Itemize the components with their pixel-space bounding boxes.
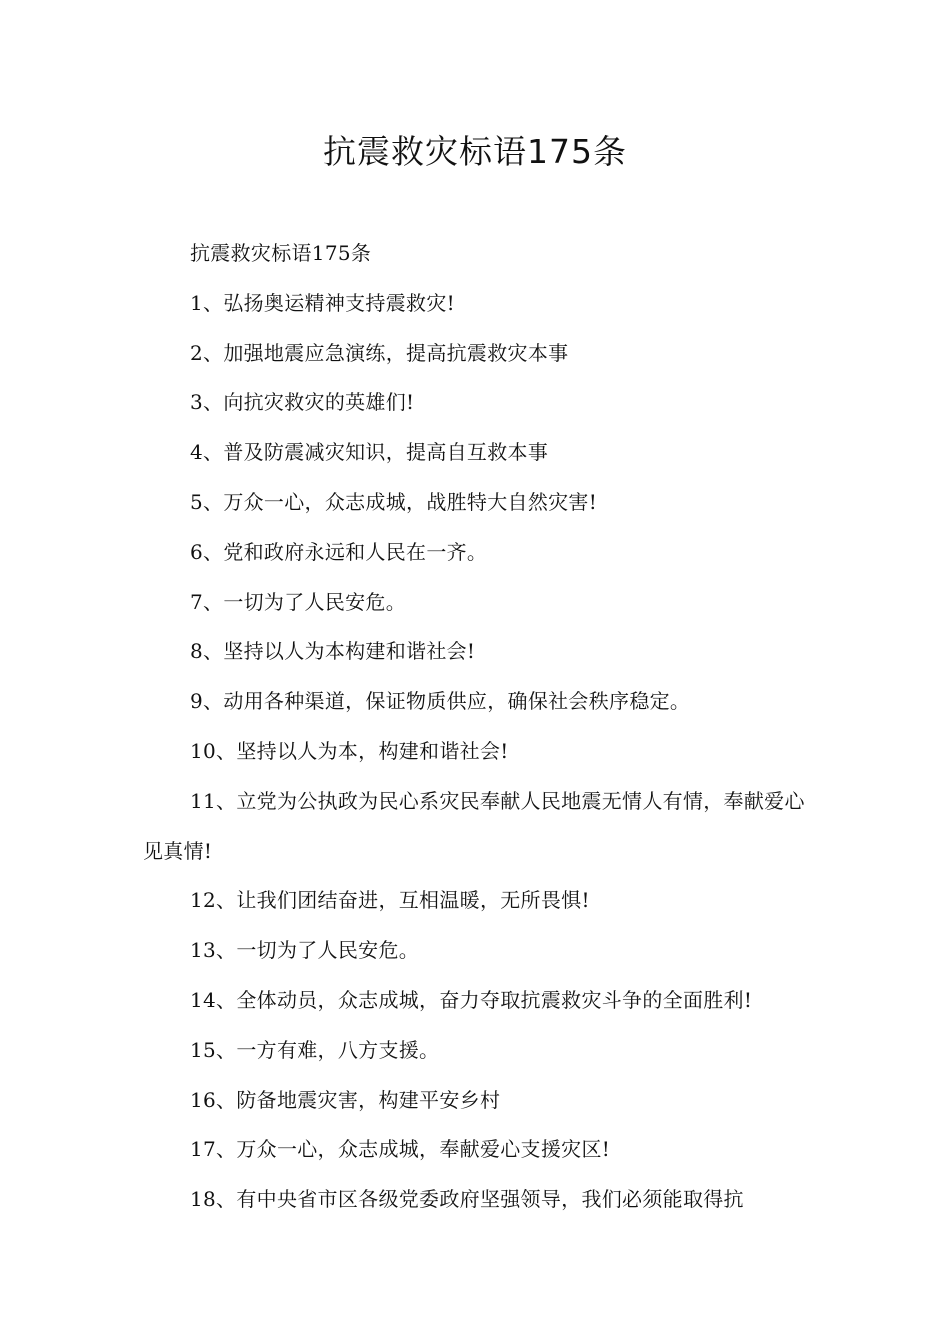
slogan-item: 3、向抗灾救灾的英雄们! xyxy=(190,390,415,415)
slogan-item: 4、普及防震减灾知识，提高自互救本事 xyxy=(190,440,549,465)
slogan-item: 9、动用各种渠道，保证物质供应，确保社会秩序稳定。 xyxy=(190,689,691,714)
slogan-item: 10、坚持以人为本，构建和谐社会! xyxy=(190,738,509,763)
slogan-item: 14、全体动员，众志成城，奋力夺取抗震救灾斗争的全面胜利! xyxy=(190,987,753,1012)
document-body xyxy=(143,229,808,1225)
slogan-item: 1、弘扬奥运精神支持震救灾! xyxy=(190,290,455,315)
slogan-item: 7、一切为了人民安危。 xyxy=(190,589,407,614)
slogan-item: 8、坚持以人为本构建和谐社会! xyxy=(190,639,476,664)
slogan-item: 11、立党为公执政为民心系灾民奉献人民地震无情人有情，奉献爱心见真情! xyxy=(143,788,805,863)
document-title: 抗震救灾标语175条 xyxy=(323,132,627,171)
slogan-item: 12、让我们团结奋进，互相温暖，无所畏惧! xyxy=(190,888,590,913)
slogan-item: 15、一方有难，八方支援。 xyxy=(190,1037,440,1062)
slogan-item: 2、加强地震应急演练，提高抗震救灾本事 xyxy=(190,340,569,365)
slogan-item: 13、一切为了人民安危。 xyxy=(190,938,420,963)
slogan-item: 5、万众一心，众志成城，战胜特大自然灾害! xyxy=(190,489,598,514)
paragraph-intro: 抗震救灾标语175条 xyxy=(190,241,372,265)
slogan-item: 6、党和政府永远和人民在一齐。 xyxy=(190,539,488,564)
slogan-item: 17、万众一心，众志成城，奉献爱心支援灾区! xyxy=(190,1137,611,1162)
slogan-item: 16、防备地震灾害，构建平安乡村 xyxy=(190,1087,501,1112)
slogan-item: 18、有中央省市区各级党委政府坚强领导，我们必须能取得抗 xyxy=(190,1187,744,1212)
